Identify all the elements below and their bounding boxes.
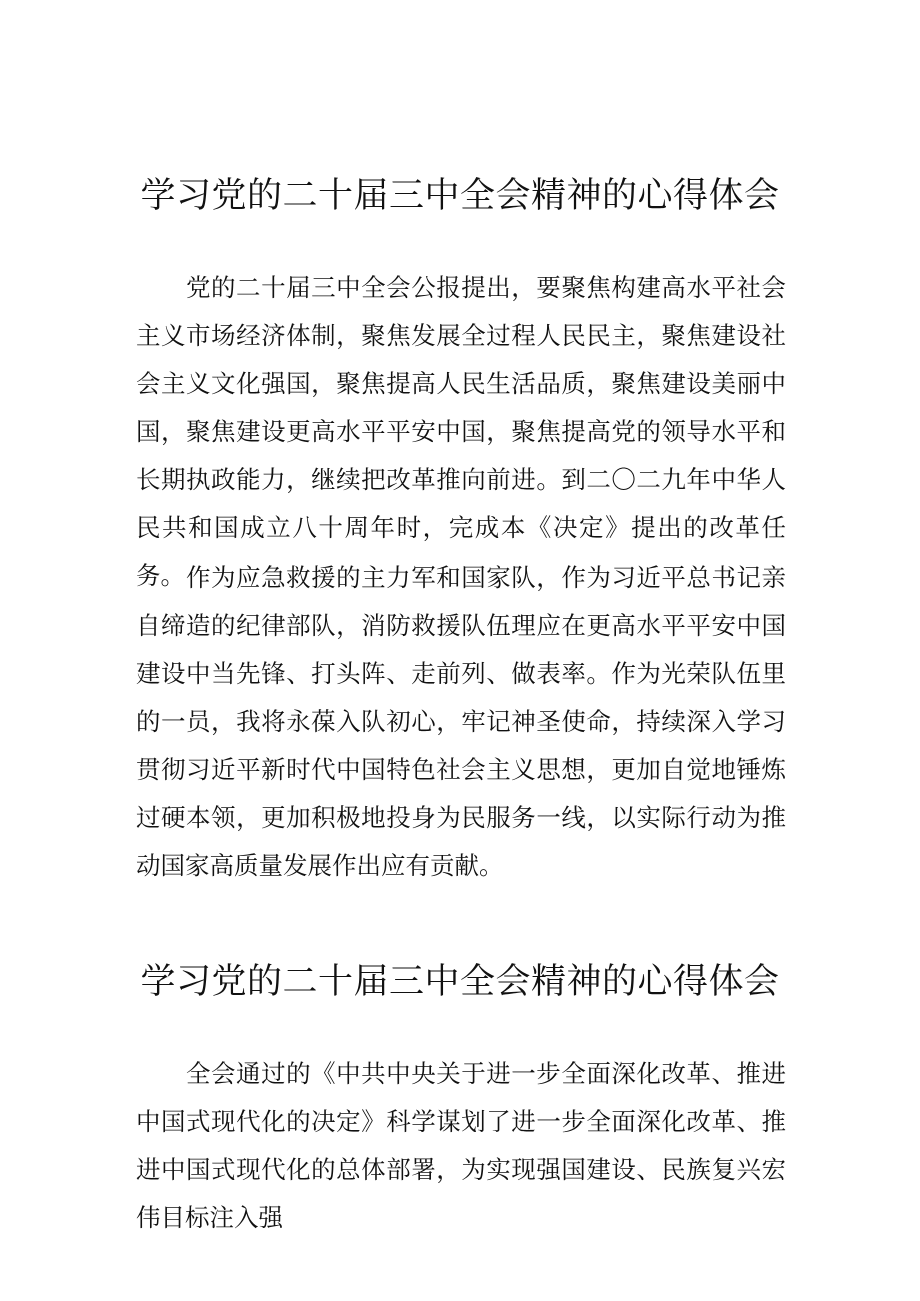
section-2-paragraph-1: 全会通过的《中共中央关于进一步全面深化改革、推进中国式现代化的决定》科学谋划了进一步全面深化改革、推进中国式现代化的总体部署，为实现强国建设、民族复兴宏伟目标注入强	[136, 1059, 786, 1232]
section-1-paragraph-1: 党的二十届三中全会公报提出，要聚焦构建高水平社会主义市场经济体制，聚焦发展全过程人民民主，聚焦建设社会主义文化强国，聚焦提高人民生活品质，聚焦建设美丽中国，聚焦建设更高水平平安中国，聚焦提高党的领导水平和长期执政能力，继续把改革推向前进。到二〇二九年中华人民共和国成立八十周年时，完成本《决定》提出的改革任务。	[136, 273, 786, 590]
section-1-title: 学习党的二十届三中全会精神的心得体会	[140, 176, 780, 216]
section-2-title: 学习党的二十届三中全会精神的心得体会	[140, 962, 780, 1002]
section-1-paragraph-2: 作为应急救援的主力军和国家队，作为习近平总书记亲自缔造的纪律部队，消防救援队伍理应在更高水平平安中国建设中当先锋、打头阵、走前列、做表率。作为光荣队伍里的一员，我将永葆入队初心，牢记神圣使命，持续深入学习贯彻习近平新时代中国特色社会主义思想，更加自觉地锤炼过硬本领，更加积极地投身为民服务一线，以实际行动为推动国家高质量发展作出应有贡献。	[136, 563, 786, 880]
